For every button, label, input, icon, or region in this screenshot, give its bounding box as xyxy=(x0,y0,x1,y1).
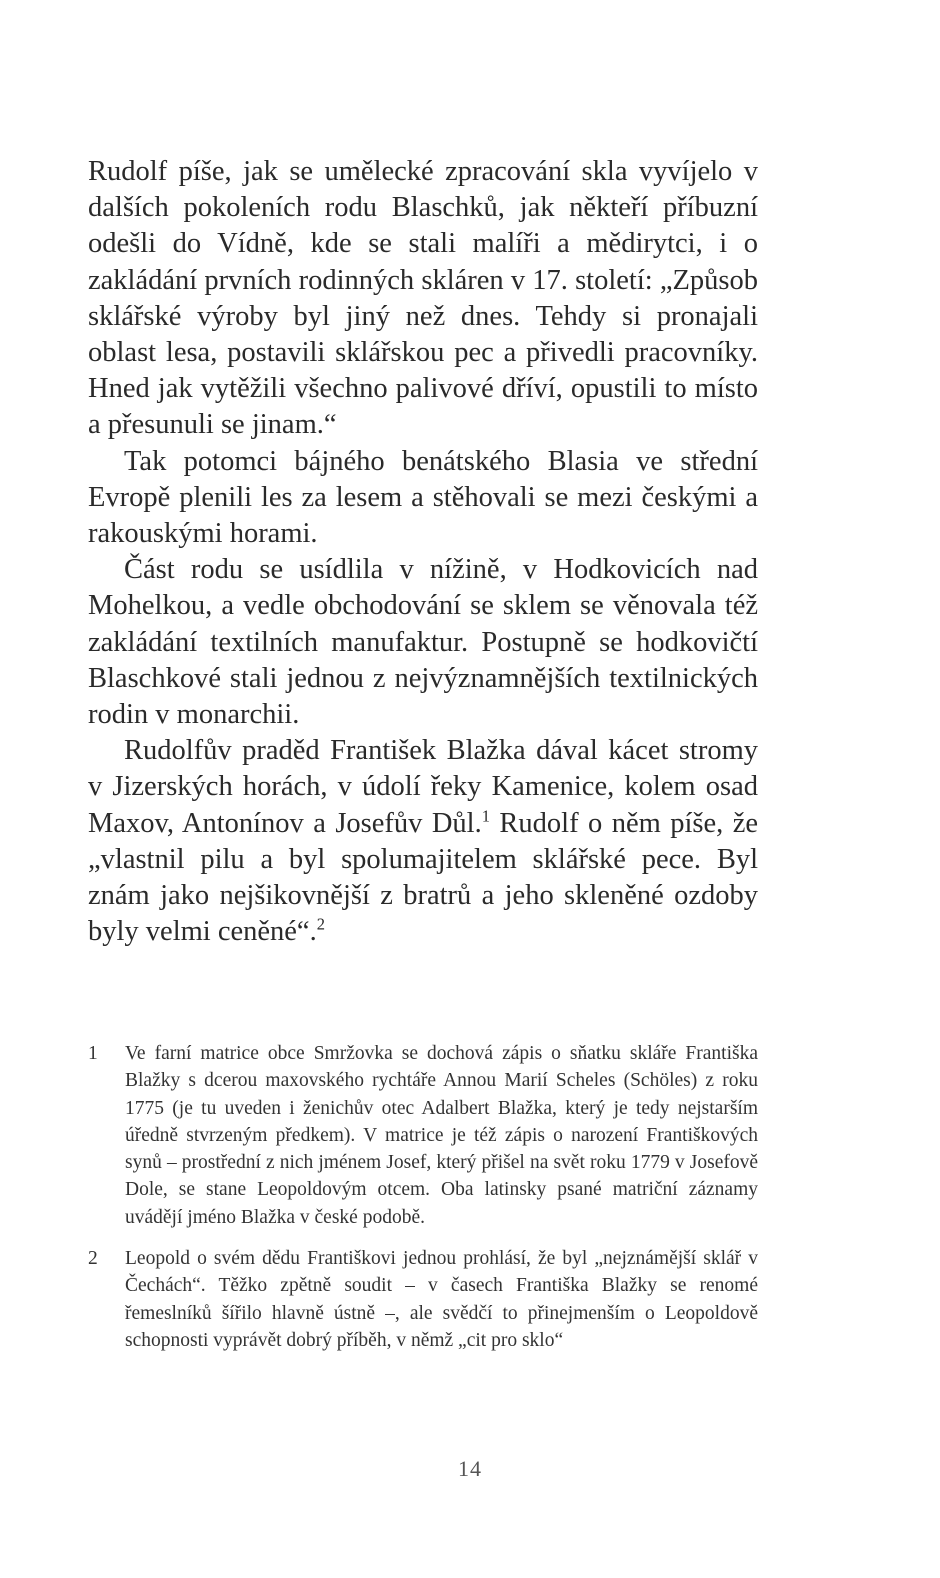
paragraph-3: Část rodu se usídlila v nížině, v Hodkovicích nad Mohelkou, a vedle obchodování se sklem se věnovala též zakládání textilních manufaktur. Postupně se hodkovičtí Blaschkové stali jednou z nejvýznamnějších textilnických rodin v monarchii. xyxy=(88,554,758,731)
footnote-ref-2[interactable]: 2 xyxy=(316,914,325,934)
footnote-text-2: Leopold o svém dědu Františkovi jednou prohlásí, že byl „nejznámější sklář v Čechách“. Těžko zpětně soudit – v časech Františka Blažky se renomé řemeslníků šířilo hlavně ústně –, ale svědčí to přinejmenším o Leopoldově schopnosti vyprávět dobrý příběh, v němž „cit pro sklo“ xyxy=(125,1248,758,1351)
footnote-number-2: 2 xyxy=(88,1248,98,1270)
footnote-1 xyxy=(88,1040,758,1231)
footnote-ref-1[interactable]: 1 xyxy=(481,806,490,826)
paragraph-2: Tak potomci bájného benátského Blasia ve střední Evropě plenili les za lesem a stěhovali se mezi českými a rakouskými horami. xyxy=(88,445,758,550)
paragraph-4-part-2: Rudolf o něm píše, že „vlastnil pilu a byl spolumajitelem sklářské pece. Byl znám jako nejšikovnější z bratrů a jeho skleněné ozdoby byly velmi ceněné“. xyxy=(88,807,758,948)
paragraph-1: Rudolf píše, jak se umělecké zpracování skla vyvíjelo v dalších pokoleních rodu Blaschků, jak někteří příbuzní odešli do Vídně, kde se stali malíři a mědirytci, i o zakládání prvních rodinných skláren v 17. století: „Způsob sklářské výroby byl jiný než dnes. Tehdy si pronajali oblast lesa, postavili sklářskou pec a přivedli pracovníky. Hned jak vytěžili všechno palivové dříví, opustili to místo a přesunuli se jinam.“ xyxy=(88,156,758,441)
footnote-text-1: Ve farní matrice obce Smržovka se dochová zápis o sňatku skláře Františka Blažky s dcerou maxovského rychtáře Annou Marií Scheles (Schöles) z roku 1775 (je tu uveden i ženichův otec Adalbert Blažka, který je tedy nejstarším úředně stvrzeným předkem). V matrice je též zápis o narození Františkových synů – prostřední z nich jménem Josef, který přišel na svět roku 1779 v Josefově Dole, se stane Leopoldovým otcem. Oba latinsky psané matriční záznamy uvádějí jméno Blažka v české podobě. xyxy=(125,1043,758,1228)
footnote-number-1: 1 xyxy=(88,1043,98,1064)
main-text xyxy=(88,154,758,950)
footnote-2 xyxy=(88,1245,758,1354)
paragraph-4-part-1: Rudolfův praděd František Blažka dával kácet stromy v Jizerských horách, v údolí řeky Kamenice, kolem osad Maxov, Antonínov a Josefův Důl. xyxy=(88,735,758,839)
page-number: 14 xyxy=(458,1456,482,1481)
footnotes-section xyxy=(88,1040,758,1368)
paragraph-4 xyxy=(88,733,758,950)
